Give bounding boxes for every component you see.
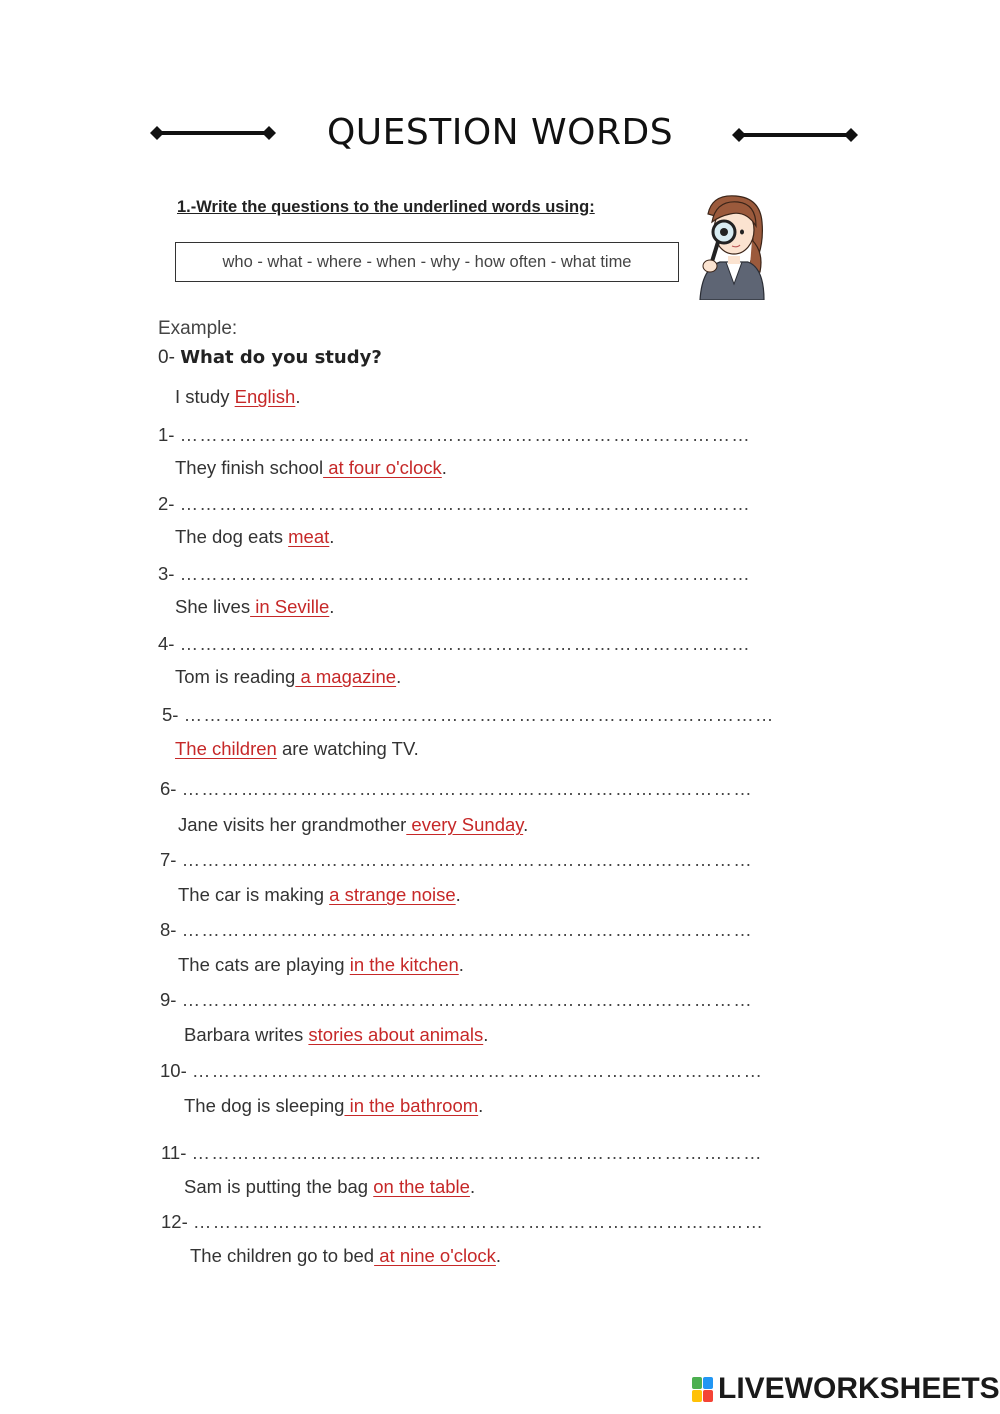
sentence-end: are watching TV. — [276, 738, 419, 759]
example-question-line — [158, 347, 382, 369]
answer-blank[interactable]: …………………………………………………………………………… — [192, 1211, 765, 1232]
sentence-end: . — [458, 954, 464, 975]
sentence-5 — [175, 738, 419, 760]
sentence-end: . — [329, 596, 335, 617]
answer-blank[interactable]: …………………………………………………………………………… — [181, 919, 753, 940]
answer-blank[interactable]: …………………………………………………………………………… — [181, 778, 753, 799]
sentence-9 — [184, 1024, 488, 1046]
underlined-answer: a magazine — [295, 666, 397, 687]
detective-girl-illustration — [690, 192, 770, 300]
sentence-text: The dog eats — [175, 526, 289, 547]
answer-blank[interactable]: …………………………………………………………………………… — [191, 1060, 764, 1081]
question-line-6[interactable] — [160, 778, 753, 800]
sentence-4 — [175, 666, 401, 688]
sentence-2 — [175, 526, 334, 548]
example-question: What do you study? — [180, 347, 382, 368]
sentence-end: . — [295, 386, 301, 407]
sentence-text: She lives — [175, 596, 251, 617]
underlined-answer: in Seville — [250, 596, 330, 617]
question-line-9[interactable] — [160, 989, 753, 1011]
underlined-answer: in the bathroom — [344, 1095, 479, 1116]
sentence-end: . — [455, 884, 461, 905]
example-label: Example: — [158, 318, 238, 339]
question-line-12[interactable] — [161, 1211, 764, 1233]
underlined-answer: a strange noise — [329, 884, 456, 905]
sentence-10 — [184, 1095, 483, 1117]
sentence-text: I study — [175, 386, 235, 407]
question-word-box: who - what - where - when - why - how often - what time — [175, 242, 679, 282]
question-line-11[interactable] — [161, 1142, 763, 1164]
sentence-text: The children go to bed — [190, 1245, 375, 1266]
answer-blank[interactable]: …………………………………………………………………………… — [179, 493, 751, 514]
sentence-1 — [175, 457, 447, 479]
underlined-answer: at nine o'clock — [374, 1245, 496, 1266]
item-number: 8- — [160, 919, 177, 940]
sentence-text: The car is making — [178, 884, 330, 905]
answer-blank[interactable]: …………………………………………………………………………… — [179, 424, 751, 445]
item-number: 11- — [161, 1142, 187, 1163]
underlined-answer: stories about animals — [308, 1024, 484, 1045]
item-number: 2- — [158, 493, 175, 514]
answer-blank[interactable]: ……………………………………………………………………………… — [183, 704, 775, 725]
underlined-answer: The children — [175, 738, 277, 759]
item-number: 7- — [160, 849, 177, 870]
sentence-end: . — [396, 666, 402, 687]
item-number: 12- — [161, 1211, 188, 1232]
question-line-7[interactable] — [160, 849, 753, 871]
liveworksheets-logo-text: LIVEWORKSHEETS — [718, 1372, 1000, 1405]
item-number: 6- — [160, 778, 177, 799]
underlined-answer: English — [234, 386, 296, 407]
item-number: 4- — [158, 633, 175, 654]
question-line-4[interactable] — [158, 633, 751, 655]
sentence-end: . — [483, 1024, 489, 1045]
sentence-11 — [184, 1176, 475, 1198]
answer-blank[interactable]: …………………………………………………………………………… — [179, 563, 751, 584]
exercise-instruction: 1.-Write the questions to the underlined words using: — [177, 198, 595, 216]
question-line-1[interactable] — [158, 424, 751, 446]
sentence-end: . — [495, 1245, 502, 1266]
answer-blank[interactable]: …………………………………………………………………………… — [179, 633, 751, 654]
sentence-text: The dog is sleeping — [184, 1095, 345, 1116]
sentence-end: . — [478, 1095, 484, 1116]
sentence-end: . — [329, 526, 335, 547]
item-number: 9- — [160, 989, 177, 1010]
liveworksheets-logo-icon — [692, 1377, 714, 1403]
sentence-12 — [190, 1245, 501, 1267]
question-line-10[interactable] — [160, 1060, 763, 1082]
right-diamond-line-decoration — [730, 124, 860, 146]
item-number: 10- — [160, 1060, 187, 1081]
answer-blank[interactable]: …………………………………………………………………………… — [181, 849, 753, 870]
underlined-answer: meat — [288, 526, 330, 547]
underlined-answer: at four o'clock — [323, 457, 442, 478]
sentence-7 — [178, 884, 461, 906]
question-line-5[interactable] — [162, 704, 775, 726]
sentence-6 — [178, 814, 528, 836]
sentence-text: The cats are playing — [178, 954, 350, 975]
sentence-text: Tom is reading — [175, 666, 296, 687]
sentence-end: . — [523, 814, 529, 835]
answer-blank[interactable]: …………………………………………………………………………… — [191, 1142, 763, 1163]
sentence-end: . — [441, 457, 447, 478]
sentence-text: Barbara writes — [184, 1024, 309, 1045]
example-number: 0- — [158, 347, 175, 368]
example-answer-sentence — [175, 386, 300, 408]
underlined-answer: in the kitchen — [349, 954, 459, 975]
sentence-3 — [175, 596, 334, 618]
question-line-8[interactable] — [160, 919, 753, 941]
sentence-text: Sam is putting the bag — [184, 1176, 374, 1197]
sentence-text: They finish school — [175, 457, 324, 478]
item-number: 3- — [158, 563, 175, 584]
item-number: 1- — [158, 424, 175, 445]
sentence-end: . — [469, 1176, 476, 1197]
underlined-answer: on the table — [373, 1176, 470, 1197]
sentence-text: Jane visits her grandmother — [178, 814, 407, 835]
underlined-answer: every Sunday — [406, 814, 524, 835]
sentence-8 — [178, 954, 464, 976]
question-line-3[interactable] — [158, 563, 751, 585]
answer-blank[interactable]: …………………………………………………………………………… — [181, 989, 753, 1010]
item-number: 5- — [162, 704, 179, 725]
page-title: QUESTION WORDS — [326, 112, 674, 153]
question-line-2[interactable] — [158, 493, 751, 515]
